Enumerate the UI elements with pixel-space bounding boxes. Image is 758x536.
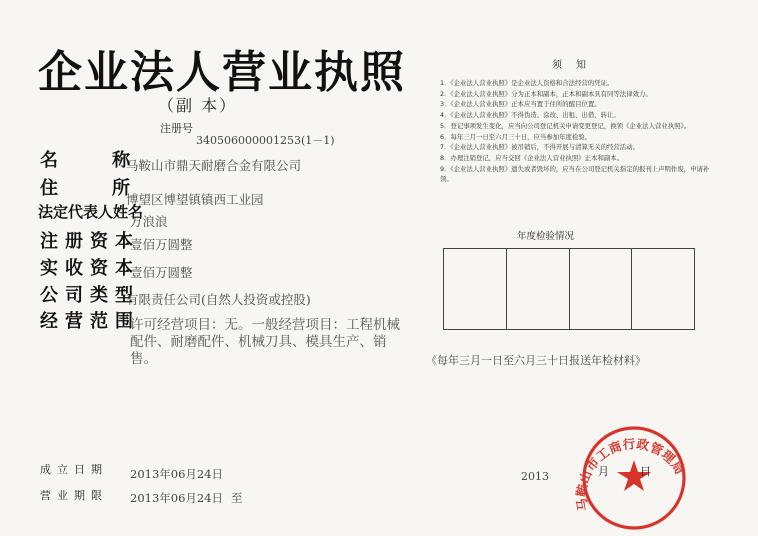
document-title: 企业法人营业执照 — [38, 47, 406, 98]
registered-capital-label: 注册资本 — [40, 231, 140, 252]
issue-year: 2013 — [521, 470, 549, 483]
established-date-label: 成立日期 — [40, 463, 108, 476]
notice-item: 7．《企业法人营业执照》被吊销后，不得开展与清算无关的经营活动。 — [440, 143, 639, 152]
annual-inspection-grid — [443, 248, 695, 330]
registration-label: 注册号 — [160, 122, 193, 135]
name-label-first: 名 — [40, 150, 58, 171]
inspection-cell — [570, 249, 633, 329]
business-term-label: 营业期限 — [40, 489, 108, 502]
notice-item: 1．《企业法人营业执照》是企业法人资格和合法经营的凭证。 — [440, 79, 614, 87]
notice-title: 须知 — [552, 60, 600, 71]
paid-capital-label: 实收资本 — [40, 258, 140, 279]
company-name-value: 马鞍山市鼎天耐磨合金有限公司 — [126, 158, 302, 173]
notice-item: 2．《企业法人营业执照》分为正本和副本，正本和副本具有同等法律效力。 — [440, 89, 652, 98]
annual-inspection-title: 年度检验情况 — [517, 231, 575, 242]
notice-item: 6．每年三月一日至六月三十日，应当参加年度检验。 — [440, 132, 592, 141]
notice-item: 4．《企业法人营业执照》不得伪造、涂改、出租、出借、转让。 — [440, 111, 620, 120]
business-scope-value: 许可经营项目：无。一般经营项目：工程机械配件、耐磨配件、机械刀具、模具生产、销售。 — [130, 317, 400, 367]
address-label-second: 所 — [112, 178, 130, 199]
legal-rep-label: 法定代表人姓名 — [38, 203, 144, 221]
inspection-cell — [444, 249, 507, 329]
inspection-cell — [507, 249, 570, 329]
seal-day-label: 日 — [640, 465, 651, 478]
name-label-second: 称 — [112, 150, 130, 171]
address-value: 博望区博望镇镇西工业园 — [126, 192, 264, 207]
registration-number: 340506000001253(1－1) — [196, 134, 335, 147]
business-term-to: 至 — [231, 491, 243, 505]
registered-capital-value: 壹佰万圆整 — [130, 237, 193, 252]
business-scope-label: 经营范围 — [40, 311, 140, 332]
document-subtitle: （副 本） — [158, 96, 238, 115]
address-label-first: 住 — [40, 178, 58, 199]
established-date-value: 2013年06月24日 — [130, 467, 224, 481]
legal-rep-value: 万浪浪 — [130, 214, 168, 229]
business-term-value: 2013年06月24日 — [130, 491, 224, 505]
notice-item: 5．登记事项发生变化，应当向公司登记机关申请变更登记，换领《企业法人营业执照》。 — [440, 121, 691, 130]
notice-item: 8．办理注销登记，应当交回《企业法人营业执照》正本和副本。 — [440, 153, 624, 162]
seal-month-label: 月 — [598, 465, 609, 478]
notice-item: 9．《企业法人营业执照》遗失或者毁坏的，应当在公司登记机关指定的报刊上声明作废，申请补领。 — [440, 164, 710, 184]
official-seal-icon — [568, 418, 698, 536]
notice-list — [440, 78, 720, 185]
annual-inspection-note: 《每年三月一日至六月三十日报送年检材料》 — [426, 354, 646, 367]
company-type-value: 有限责任公司(自然人投资或控股) — [126, 292, 311, 307]
notice-item: 3．《企业法人营业执照》正本应当置于住所的醒目位置。 — [440, 100, 601, 109]
inspection-cell — [632, 249, 694, 329]
paid-capital-value: 壹佰万圆整 — [130, 265, 193, 280]
seal-authority-text: 马鞍山市工商行政管理局 — [573, 435, 688, 513]
company-type-label: 公司类型 — [40, 285, 140, 306]
